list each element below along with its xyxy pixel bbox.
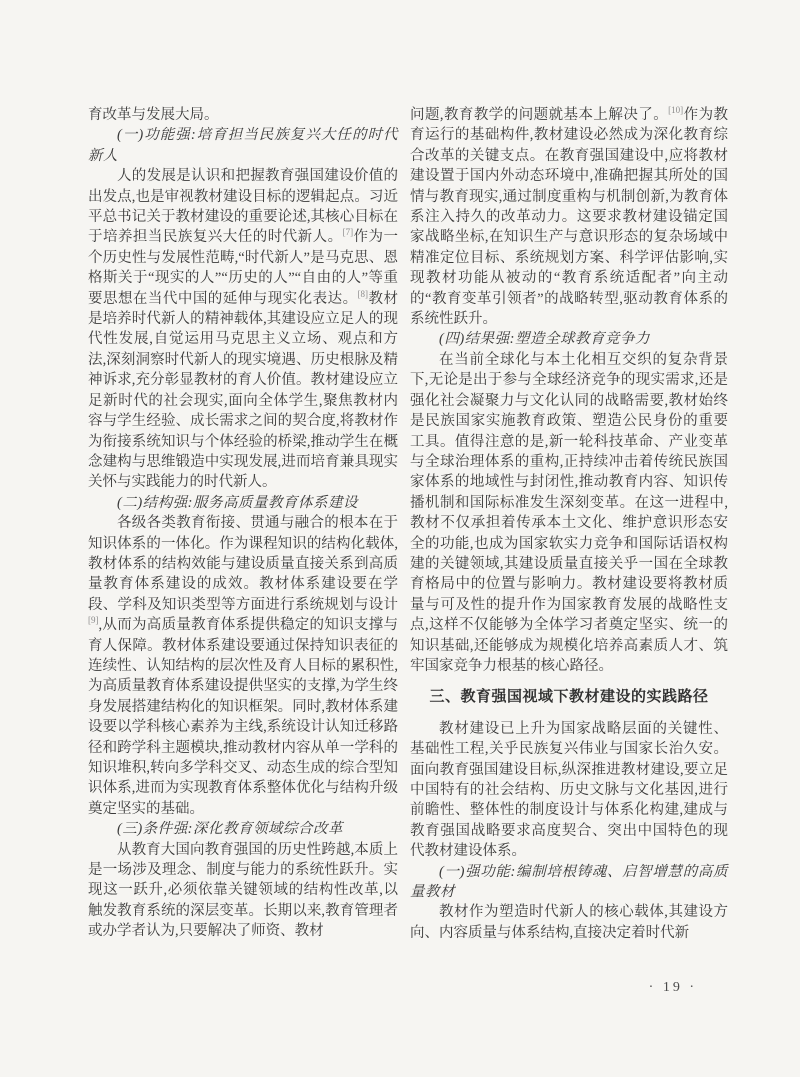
text-column-right [410, 105, 728, 943]
paragraph: 各级各类教育衔接、贯通与融合的根本在于知识体系的一体化。作为课程知识的结构化载体,教材体系的结构效能与建设质量直接关系到高质量教育体系建设的成效。教材体系建设要在学段、学科及知识类型等方面进行系统规划与设计[9],从而为高质量教育体系提供稳定的知识支撑与育人保障。教材体系建设要通过保持知识表征的连续性、认知结构的层次性及育人目标的累积性,为高质量教育体系建设提供坚实的支撑,为学生终身发展搭建结构化的知识框架。同时,教材体系建设要以学科核心素养为主线,系统设计认知迁移路径和跨学科主题模块,推动教材内容从单一学科的知识堆积,转向多学科交叉、动态生成的综合型知识体系,进而为实现教育体系整体优化与结构升级奠定坚实的基础。 [88, 515, 398, 817]
paragraph: 从教育大国向教育强国的历史性跨越,本质上是一场涉及理念、制度与能力的系统性跃升。实现这一跃升,必须依靠关键领域的结构性改革,以触发教育系统的深层变革。长期以来,教育管理者或办学者认为,只要解决了师资、教材 [88, 841, 398, 940]
subsection-heading: (一)功能强:培育担当民族复兴大任的时代新人 [88, 127, 398, 164]
citation-reference: [7] [342, 227, 354, 238]
page-number: · 19 · [648, 980, 697, 995]
text-column-left [88, 105, 398, 943]
two-column-text-area [88, 105, 728, 943]
subsection-heading: (三)条件强:深化教育领域综合改革 [117, 821, 343, 838]
paragraph: 教材作为塑造时代新人的核心载体,其建设方向、内容质量与体系结构,直接决定着时代新 [410, 904, 728, 941]
paragraph: 育改革与发展大局。 [88, 107, 219, 123]
citation-reference: [9] [88, 615, 99, 626]
citation-reference: [10] [668, 105, 684, 116]
paragraph: 在当前全球化与本土化相互交织的复杂背景下,无论是出于参与全球经济竞争的现实需求,还是强化社会凝聚力与文化认同的战略需要,教材始终是民族国家实施教育政策、塑造公民身份的重要工具。值得注意的是,新一轮科技革命、产业变革与全球治理体系的重构,正持续冲击着传统民族国家体系的地域性与封闭性,推动教育内容、知识传播机制和国际标准发生深刻变革。在这一进程中,教材不仅承担着传承本土文化、维护意识形态安全的功能,也成为国家软实力竞争和国际话语权构建的关键领域,其建设质量直接关乎一国在全球教育格局中的位置与影响力。教材建设要将教材质量与可及性的提升作为国家教育发展的战略性支点,这样不仅能够为全体学习者奠定坚实、统一的知识基础,还能够成为规模化培养高素质人才、筑牢国家竞争力根基的核心路径。 [410, 351, 728, 674]
subsection-heading: (四)结果强:塑造全球教育竞争力 [439, 331, 650, 348]
paragraph: 问题,教育教学的问题就基本上解决了。[10]作为教育运行的基础构件,教材建设必然成为深化教育综合改革的关键支点。在教育强国建设中,应将教材建设置于国内外动态环境中,准确把握其所处的国情与教育现实,通过制度重构与机制创新,为教育体系注入持久的改革动力。这要求教材建设锚定国家战略坐标,在知识生产与意识形态的复杂场域中精准定位目标、系统规划方案、科学评估影响,实现教材功能从被动的“教育系统适配者”向主动的“教育变革引领者”的战略转型,驱动教育体系的系统性跃升。 [410, 105, 729, 328]
subsection-heading: (一)强功能:编制培根铸魂、启智增慧的高质量教材 [410, 863, 728, 901]
subsection-heading: (二)结构强:服务高质量教育体系建设 [117, 494, 358, 511]
paragraph: 教材建设已上升为国家战略层面的关键性、基础性工程,关乎民族复兴伟业与国家长治久安。面向教育强国建设目标,纵深推进教材建设,要立足中国特有的社会结构、历史文脉与文化基因,进行前瞻性、整体性的制度设计与体系化构建,建成与教育强国战略要求高度契合、突出中国特色的现代教材建设体系。 [410, 720, 728, 860]
section-heading: 三、教育强国视域下教材建设的实践路径 [429, 688, 709, 706]
citation-reference: [8] [357, 288, 369, 299]
paragraph: 人的发展是认识和把握教育强国建设价值的出发点,也是审视教材建设目标的逻辑起点。习近平总书记关于教材建设的重要论述,其核心目标在于培养担当民族复兴大任的时代新人。[7]作为一个历史性与发展性范畴,“时代新人”是马克思、恩格斯关于“现实的人”“历史的人”“自由的人”等重要思想在当代中国的延伸与现实化表达。[8]教材是培养时代新人的精神载体,其建设应立足人的现代性发展,自觉运用马克思主义立场、观点和方法,深刻洞察时代新人的现实境遇、历史根脉及精神诉求,充分彰显教材的育人价值。教材建设应立足新时代的社会现实,面向全体学生,聚焦教材内容与学生经验、成长需求之间的契合度,将教材作为衔接系统知识与个体经验的桥梁,推动学生在概念建构与思维锻造中实现发展,进而培育兼具现实关怀与实践能力的时代新人。 [88, 168, 399, 491]
